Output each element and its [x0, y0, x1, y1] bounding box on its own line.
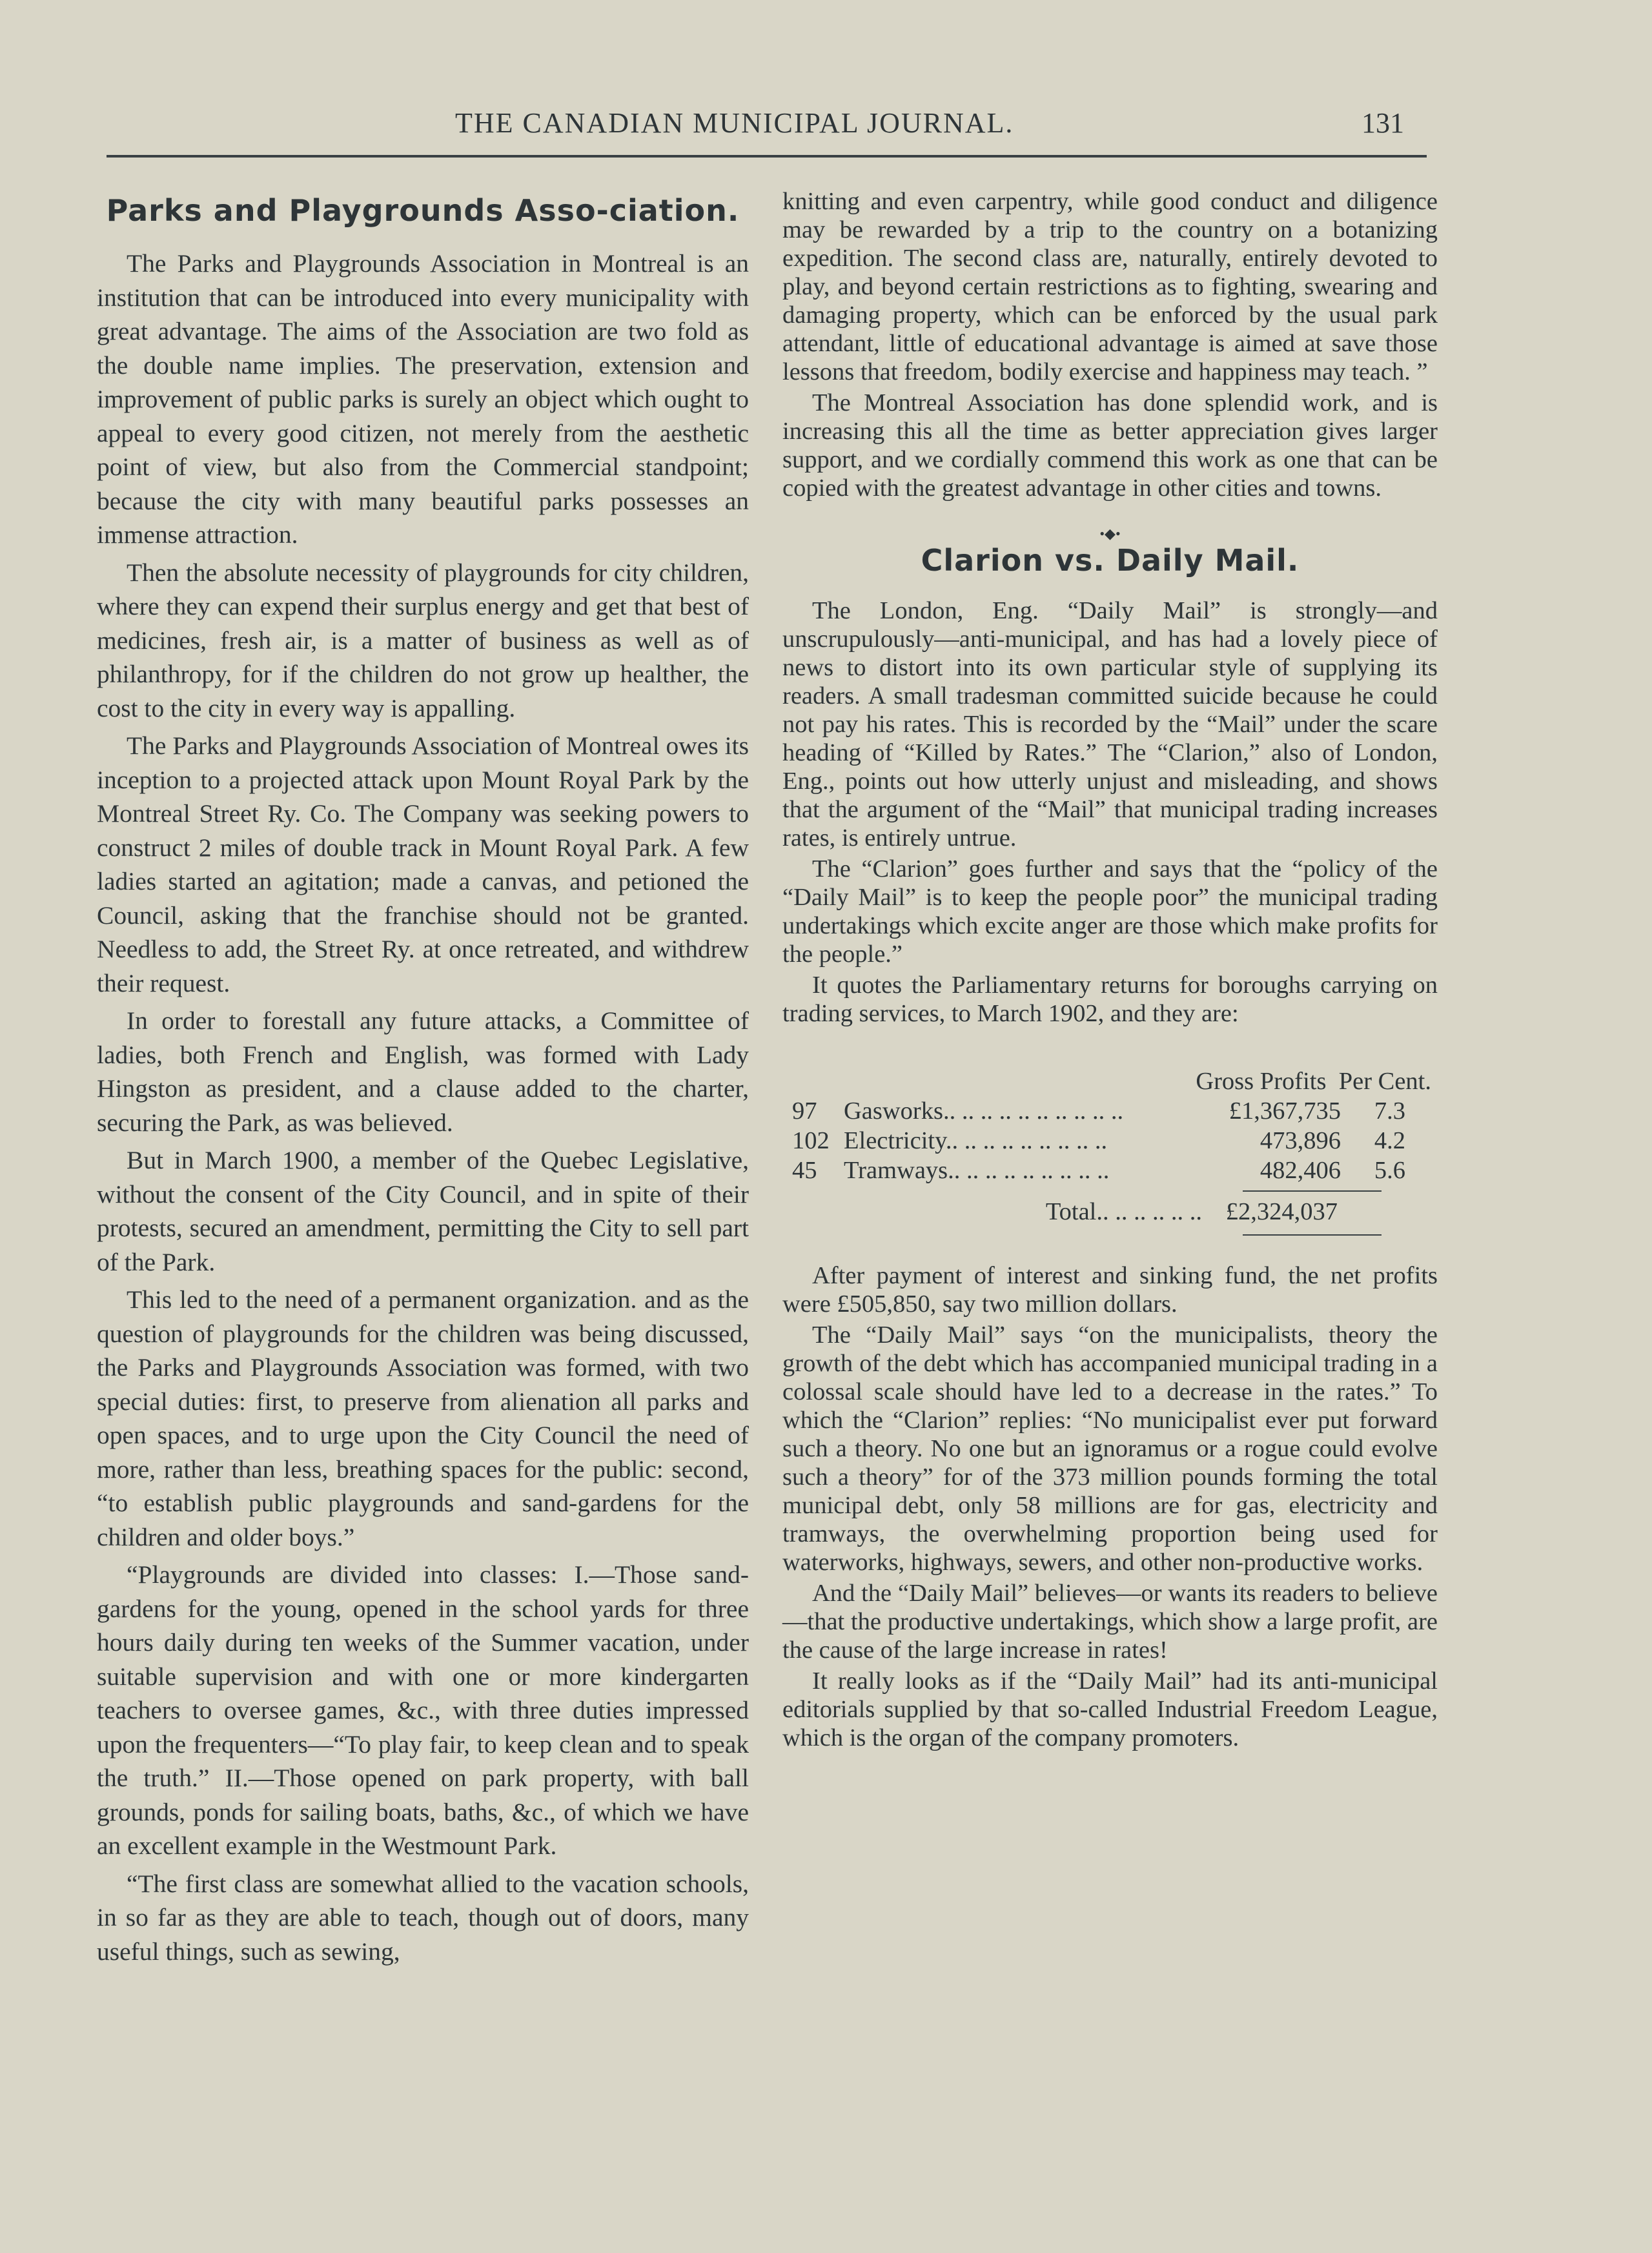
total-label: Total.. .. .. .. .. ..: [1045, 1198, 1202, 1225]
row-service: Gasworks.. .. .. .. .. .. .. .. .. ..: [844, 1097, 1124, 1125]
divider-ornament: •◆•: [1094, 525, 1125, 542]
paragraph: This led to the need of a permanent organization. and as the question of playgrounds for the children was being discussed, the Parks and Playgrounds Association was formed, with two special duties: first, to preserve from alienation all parks and open spaces, and to urge upon the City Council the need of more, rather than less, breathing spaces for the public: second, “to establish public playgrounds and sand-gardens for the children and older boys.”: [97, 1285, 749, 1551]
row-count: 45: [792, 1157, 817, 1184]
paragraph: It really looks as if the “Daily Mail” had its anti-municipal editorials supplied by that so-called Industrial Freedom League, which is the organ of the company promoters.: [782, 1667, 1438, 1751]
row-count: 102: [792, 1127, 830, 1154]
paragraph: The Parks and Playgrounds Association of Montreal owes its inception to a projected attack upon Mount Royal Park by the Montreal Street Ry. Co. The Company was seeking powers to construct 2 miles of double track in Mount Royal Park. A few ladies started an agitation; made a canvas, and petioned the Council, asking that the franchise should not be granted. Needless to add, the Street Ry. at once retreated, and withdrew their request.: [97, 731, 749, 997]
journal-title: THE CANADIAN MUNICIPAL JOURNAL.: [455, 107, 1014, 139]
right-column: [782, 187, 1438, 1755]
running-head: [103, 107, 1427, 152]
paragraph: The “Daily Mail” says “on the municipalists, theory the growth of the debt which has accompanied municipal trading in a colossal scale should have led to a decrease in the rates.” To which the “Clarion” replies: “No municipalist ever put forward such a theory. No one but an ignoramus or a rogue could evolve such a theory” for of the 373 million pounds forming the total municipal debt, only 58 millions are for gas, electricity and tramways, the overwhelming proportion being used for waterworks, highways, sewers, and other non-productive works.: [782, 1321, 1438, 1576]
row-service: Electricity.. .. .. .. .. .. .. .. ..: [844, 1127, 1108, 1154]
paragraph: Then the absolute necessity of playgrounds for city children, where they can expend their surplus energy and get that best of medicines, fresh air, is a matter of business as well as of philanthropy, for if the children do not grow up healther, the cost to the city in every way is appalling.: [97, 558, 749, 722]
paragraph: And the “Daily Mail” believes—or wants its readers to believe—that the productive undertakings, which show a large profit, are the cause of the large increase in rates!: [782, 1580, 1438, 1664]
table-row: [782, 1156, 1438, 1185]
row-percent: 5.6: [1374, 1157, 1405, 1184]
header-rule: [107, 155, 1427, 158]
row-service: Tramways.. .. .. .. .. .. .. .. ..: [844, 1157, 1110, 1184]
paragraph: “The first class are somewhat allied to the vacation schools, in so far as they are able to teach, though out of doors, many useful things, such as sewing,: [97, 1869, 749, 1966]
paragraph: In order to forestall any future attacks, a Committee of ladies, both French and English, was formed with Lady Hingston as president, and a clause added to the charter, securing the Park, as was believed.: [97, 1006, 749, 1137]
paragraph: The London, Eng. “Daily Mail” is strongly—and unscrupulously—anti-municipal, and has had a lovely piece of news to distort into its own particular style of supplying its readers. A small tradesman committed suicide because he could not pay his rates. This is recorded by the “Mail” under the scare heading of “Killed by Rates.” The “Clarion,” also of London, Eng., points out how utterly unjust and misleading, and shows that the argument of the “Mail” that municipal trading increases rates, is entirely untrue.: [782, 597, 1438, 851]
row-count: 97: [792, 1097, 817, 1125]
total-amount: £2,324,037: [1225, 1198, 1338, 1225]
row-amount: 482,406: [1259, 1157, 1341, 1184]
paragraph: “Playgrounds are divided into classes: I.—Those sand-gardens for the young, opened in the school yards for three hours daily during ten weeks of the Summer vacation, under suitable supervision and with one or more kindergarten teachers to oversee games, &c., with three duties impressed upon the frequenters—“To play fair, to keep clean and to speak the truth.” II.—Those opened on park property, with ball grounds, ponds for sailing boats, baths, &c., of which we have an excellent example in the Westmount Park.: [97, 1560, 749, 1860]
row-amount: £1,367,735: [1229, 1097, 1341, 1125]
article-title-clarion: Clarion vs. Daily Mail.: [921, 543, 1300, 578]
page-number: 131: [1361, 107, 1404, 139]
paragraph: The Montreal Association has done splendid work, and is increasing this all the time as better appreciation gives larger support, and we cordially commend this work as one that can be copied with the greatest advantage in other cities and towns.: [782, 389, 1438, 502]
paragraph: The Parks and Playgrounds Association in Montreal is an institution that can be introduced into every municipality with great advantage. The aims of the Association are two fold as the double name implies. The preservation, extension and improvement of public parks is surely an object which ought to appeal to every good citizen, not merely from the aesthetic point of view, but also from the Commercial standpoint; because the city with many beautiful parks possesses an immense attraction.: [97, 249, 749, 549]
paragraph: It quotes the Parliamentary returns for boroughs carrying on trading services, to March 1902, and they are:: [782, 972, 1438, 1027]
paragraph: The “Clarion” goes further and says that the “policy of the “Daily Mail” is to keep the people poor” the municipal trading undertakings which excite anger are those which make profits for the people.”: [782, 855, 1438, 968]
table-row: [782, 1096, 1438, 1126]
paragraph: But in March 1900, a member of the Quebec Legislative, without the consent of the City Council, and in spite of their protests, secured an amendment, permitting the City to sell part of the Park.: [97, 1146, 749, 1276]
table-total-row: [782, 1197, 1438, 1229]
left-column: [97, 187, 749, 1972]
row-percent: 4.2: [1374, 1127, 1405, 1154]
section-divider: [782, 516, 1438, 542]
paragraph: knitting and even carpentry, while good conduct and diligence may be rewarded by a trip to the country on a botanizing expedition. The second class are, naturally, entirely devoted to play, and beyond certain restrictions as to fighting, swearing and damaging property, which can be enforced by the usual park attendant, little of educational advantage is aimed at save those lessons that freedom, bodily exercise and happiness may teach. ”: [782, 188, 1438, 385]
article-title-parks: Parks and Playgrounds Asso-ciation.: [106, 193, 740, 228]
row-percent: 7.3: [1374, 1097, 1405, 1125]
paragraph: After payment of interest and sinking fund, the net profits were £505,850, say two million dollars.: [782, 1262, 1438, 1318]
table-header: Gross Profits Per Cent.: [1196, 1068, 1431, 1095]
table-row: [782, 1126, 1438, 1156]
table-rule: [1243, 1234, 1382, 1236]
profits-table: [782, 1066, 1438, 1236]
row-amount: 473,896: [1259, 1127, 1341, 1154]
table-rule: [1243, 1190, 1382, 1192]
